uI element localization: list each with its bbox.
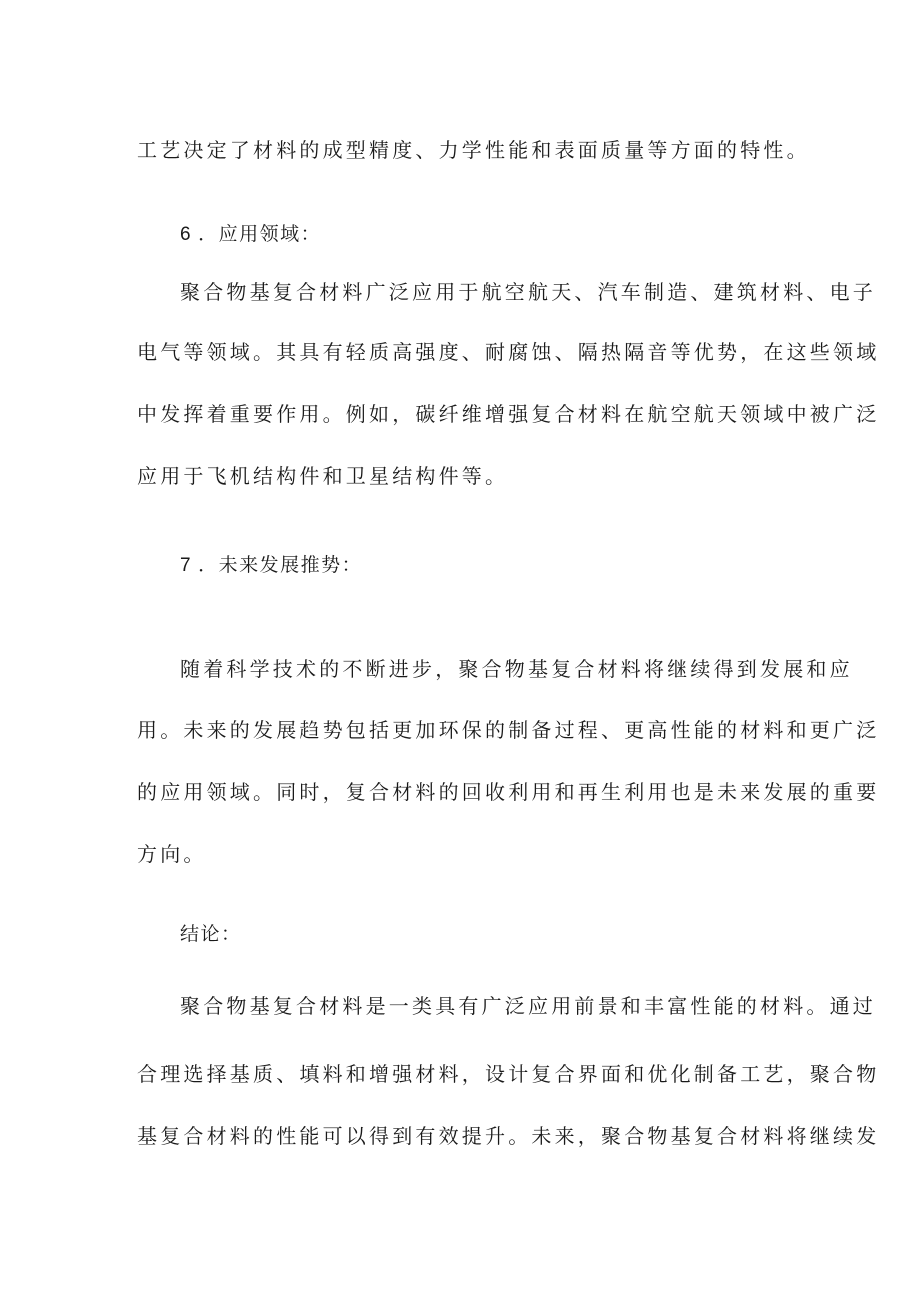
section-6-title: ．应用领域： xyxy=(198,223,322,245)
paragraph-line: 工艺决定了材料的成型精度、力学性能和表面质量等方面的特性。 xyxy=(137,138,810,162)
paragraph-line: 中发挥着重要作用。例如，碳纤维增强复合材料在航空航天领域中被广泛 xyxy=(137,402,880,426)
section-6-number: 6 xyxy=(180,224,191,245)
paragraph-line: 用。未来的发展趋势包括更加环保的制备过程、更高性能的材料和更广泛 xyxy=(137,718,880,742)
paragraph-line: 聚合物基复合材料是一类具有广泛应用前景和丰富性能的材料。通过 xyxy=(180,994,876,1018)
section-7-number: 7 xyxy=(180,555,191,576)
section-7-heading xyxy=(180,551,362,580)
paragraph-line: 合理选择基质、填料和增强材料，设计复合界面和优化制备工艺，聚合物 xyxy=(137,1062,880,1086)
paragraph-line: 的应用领域。同时，复合材料的回收利用和再生利用也是未来发展的重要 xyxy=(137,780,880,804)
section-7-title: ．未来发展推势： xyxy=(198,554,363,576)
paragraph-line: 应用于飞机结构件和卫星结构件等。 xyxy=(137,464,509,488)
paragraph-line: 基复合材料的性能可以得到有效提升。未来，聚合物基复合材料将继续发 xyxy=(137,1124,880,1148)
conclusion-heading: 结论： xyxy=(180,923,242,945)
paragraph-line: 聚合物基复合材料广泛应用于航空航天、汽车制造、建筑材料、电子 xyxy=(180,280,876,304)
paragraph-line: 随着科学技术的不断进步，聚合物基复合材料将继续得到发展和应 xyxy=(180,657,853,681)
section-6-heading xyxy=(180,220,321,249)
paragraph-line: 方向。 xyxy=(137,842,207,866)
paragraph-line: 电气等领域。其具有轻质高强度、耐腐蚀、隔热隔音等优势，在这些领域 xyxy=(137,340,880,364)
